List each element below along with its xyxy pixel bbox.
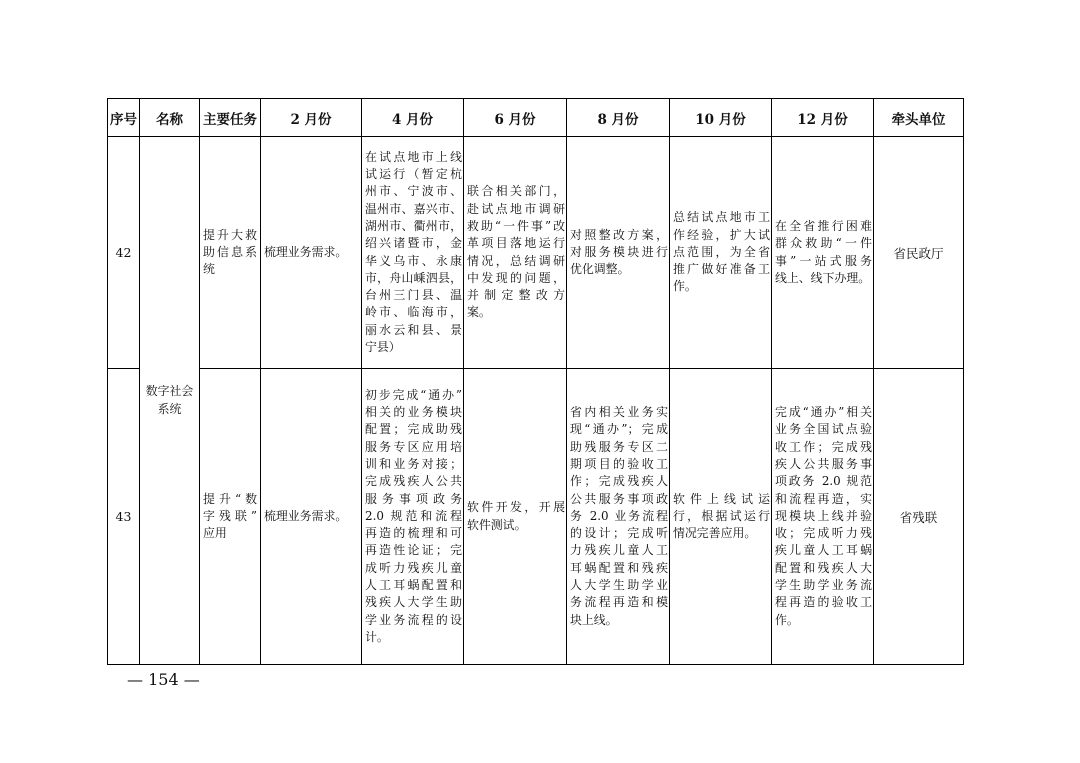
category-text (142, 383, 197, 418)
text-line: 期项目的验收工 (570, 456, 668, 471)
text-line: 在试点地市上线 (365, 149, 462, 164)
table-row (108, 369, 964, 665)
text-line: 丽水云和县、景 (365, 322, 462, 337)
task-cell (200, 369, 261, 665)
text-line: 行，根据试运行 (673, 508, 770, 523)
text-line: 软件开发，开展 (467, 500, 565, 515)
header-index: 序号 (108, 99, 140, 137)
text-line: 成听力残疾儿童 (365, 560, 462, 575)
text-line: 字残联” (203, 508, 257, 523)
text-line: 初步完成“通办” (365, 387, 462, 402)
text-line: 训和业务对接； (365, 456, 462, 471)
oct-text (673, 491, 770, 543)
text-line: 2.0 规范和流程 (365, 508, 462, 523)
text-line: 块上线。 (570, 612, 618, 627)
text-line: 配置；完成助残 (365, 422, 462, 437)
header-dec: 12 月份 (772, 99, 874, 137)
text-line: 作经验，扩大试 (673, 227, 770, 242)
table-row (108, 137, 964, 369)
dec-text (775, 218, 872, 287)
text-line: 人工耳蜗配置和 (365, 578, 462, 593)
apr-text (365, 387, 462, 647)
text-line: 和流程再造，实 (775, 491, 872, 506)
text-line: 市，舟山嵊泗县， (365, 270, 462, 285)
text-line: 相关的业务模块 (365, 404, 462, 419)
text-line: 州市、宁波市、 (365, 184, 462, 199)
text-line: 作；完成残疾人 (570, 474, 668, 489)
text-line: 完成“通办”相关 (775, 404, 872, 419)
text-line: 湖州市、衢州市， (365, 218, 462, 233)
work-plan-table (107, 98, 964, 665)
jun-text (467, 499, 565, 534)
text-line: 学生助学业务流 (775, 578, 872, 593)
header-lead-unit: 牵头单位 (874, 99, 964, 137)
header-row (108, 99, 964, 137)
text-line: 学业务流程的设 (365, 612, 462, 627)
task-text (203, 227, 257, 279)
aug-text (570, 227, 668, 279)
header-task: 主要任务 (200, 99, 261, 137)
text-line: 耳蜗配置和残疾 (570, 560, 668, 575)
aug-text (570, 404, 668, 629)
text-line: 服务专区应用培 (365, 439, 462, 454)
text-line: 配置和残疾人大 (775, 560, 872, 575)
text-line: 完成残疾人公共 (365, 474, 462, 489)
text-line: 助信息系 (203, 244, 257, 259)
jun-text (467, 183, 565, 322)
text-line: 点范围，为全省 (673, 244, 770, 259)
aug-cell (567, 137, 670, 369)
text-line: 业务全国试点验 (775, 422, 872, 437)
text-line: 计。 (365, 630, 389, 645)
text-line: 务流程再造和模 (570, 595, 668, 610)
text-line: 疾儿童人工耳蜗 (775, 543, 872, 558)
apr-cell (362, 369, 464, 665)
text-line: 程再造的验收工 (775, 595, 872, 610)
jun-cell (464, 137, 567, 369)
feb-cell (261, 369, 362, 665)
task-text (203, 491, 257, 543)
text-line: 应用 (203, 526, 227, 541)
text-line: 并制定整改方 (467, 288, 565, 303)
header-apr: 4 月份 (362, 99, 464, 137)
text-line: 务 2.0 业务流程 (570, 508, 668, 523)
text-line: 联合相关部门， (467, 184, 565, 199)
text-line: 残疾人大学生助 (365, 595, 462, 610)
feb-cell (261, 137, 362, 369)
text-line: 革项目落地运行 (467, 236, 565, 251)
text-line: 救助“一件事”改 (467, 218, 565, 233)
text-line: 再造的梳理和可 (365, 526, 462, 541)
text-line: 梳理业务需求。 (264, 244, 348, 259)
text-line: 作。 (775, 612, 799, 627)
lead-unit-cell: 省残联 (874, 369, 964, 665)
text-line: 试运行（暂定杭 (365, 166, 462, 181)
text-line: 公共服务事项政 (570, 491, 668, 506)
text-line: 事”一站式服务 (775, 253, 872, 268)
text-line: 优化调整。 (570, 262, 630, 277)
dec-text (775, 404, 872, 629)
text-line: 绍兴诸暨市，金 (365, 236, 462, 251)
lead-unit-cell: 省民政厅 (874, 137, 964, 369)
text-line: 助残服务专区二 (570, 439, 668, 454)
text-line: 情况，总结调研 (467, 253, 565, 268)
dec-cell (772, 137, 874, 369)
category-cell (140, 137, 200, 665)
text-line: 情况完善应用。 (673, 526, 757, 541)
text-line: 提升大救 (203, 227, 257, 242)
text-line: 作。 (673, 279, 697, 294)
task-cell (200, 137, 261, 369)
header-name: 名称 (140, 99, 200, 137)
text-line: 中发现的问题， (467, 270, 565, 285)
text-line: 线上、线下办理。 (775, 270, 871, 285)
dec-cell (772, 369, 874, 665)
oct-cell (670, 369, 772, 665)
oct-cell (670, 137, 772, 369)
text-line: 收；完成听力残 (775, 526, 872, 541)
text-line: 岭市、临海市， (365, 305, 462, 320)
text-line: 软件上线试运 (673, 491, 770, 506)
text-line: 疾人公共服务事 (775, 456, 872, 471)
text-line: 台州三门县、温 (365, 288, 462, 303)
text-line: 总结试点地市工 (673, 210, 770, 225)
feb-text (264, 244, 360, 261)
text-line: 赴试点地市调研 (467, 201, 565, 216)
text-line: 收工作；完成残 (775, 439, 872, 454)
text-line: 温州市、嘉兴市、 (365, 201, 462, 216)
text-line: 提升“数 (203, 491, 257, 506)
text-line: 案。 (467, 305, 491, 320)
oct-text (673, 209, 770, 296)
page-number: — 154 — (127, 670, 200, 689)
row-index-cell: 42 (108, 137, 140, 369)
apr-text (365, 149, 462, 357)
text-line: 群众救助“一件 (775, 236, 872, 251)
jun-cell (464, 369, 567, 665)
text-line: 对照整改方案， (570, 227, 668, 242)
header-aug: 8 月份 (567, 99, 670, 137)
text-line: 再造性论证；完 (365, 543, 462, 558)
text-line: 推广做好准备工 (673, 262, 770, 277)
text-line: 的设计；完成听 (570, 526, 668, 541)
text-line: 省内相关业务实 (570, 404, 668, 419)
text-line: 系统 (157, 401, 182, 416)
text-line: 现模块上线并验 (775, 508, 872, 523)
feb-text (264, 508, 360, 525)
text-line: 软件测试。 (467, 517, 527, 532)
text-line: 力残疾儿童人工 (570, 543, 668, 558)
header-oct: 10 月份 (670, 99, 772, 137)
text-line: 项政务 2.0 规范 (775, 474, 872, 489)
text-line: 服务事项政务 (365, 491, 462, 506)
text-line: 在全省推行困难 (775, 218, 872, 233)
text-line: 宁县） (365, 340, 401, 355)
text-line: 现“通办”；完成 (570, 422, 668, 437)
text-line: 人大学生助学业 (570, 578, 668, 593)
text-line: 统 (203, 262, 215, 277)
header-jun: 6 月份 (464, 99, 567, 137)
aug-cell (567, 369, 670, 665)
text-line: 数字社会 (145, 384, 194, 399)
apr-cell (362, 137, 464, 369)
header-feb: 2 月份 (261, 99, 362, 137)
text-line: 对服务模块进行 (570, 244, 668, 259)
text-line: 梳理业务需求。 (264, 508, 348, 523)
row-index-cell: 43 (108, 369, 140, 665)
text-line: 华义乌市、永康 (365, 253, 462, 268)
